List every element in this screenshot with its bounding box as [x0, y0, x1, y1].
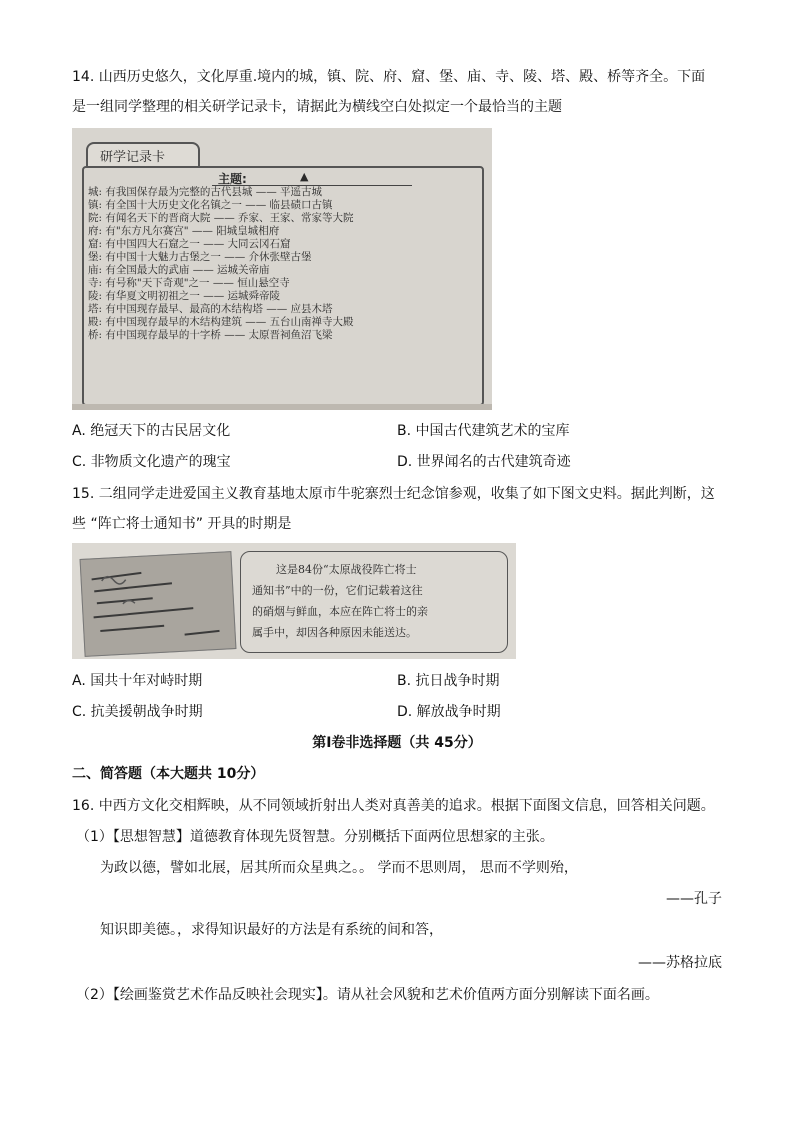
card-row: 院: 有闻名天下的晋商大院 —— 乔家、王家、常家等大院	[88, 212, 354, 224]
card-row: 桥: 有中国现存最早的十字桥 —— 太原晋祠鱼沼飞梁	[88, 329, 333, 341]
q14-stem-line2: 是一组同学整理的相关研学记录卡，请据此为横线空白处拟定一个最恰当的主题	[72, 99, 562, 115]
card-header-text: 研学记录卡	[100, 150, 166, 165]
card-row: 府: 有"东方凡尔赛宫" —— 阳城皇城相府	[88, 225, 280, 237]
handwriting-scribble-icon	[81, 552, 236, 656]
socrates-attribution: ——苏格拉底	[638, 955, 722, 971]
card-row: 庙: 有全国最大的武庙 —— 运城关帝庙	[88, 264, 270, 276]
q14-stem-line1: 14. 山西历史悠久，文化厚重.境内的城，镇、院、府、窟、堡、庙、寺、陵、塔、殿、桥等齐全。下面	[72, 69, 706, 85]
card-topic-label: 主题:	[218, 172, 247, 186]
q14-option-b: B. 中国古代建筑艺术的宝库	[397, 423, 570, 439]
notice-text-line: 通知书”中的一份，它们记载着这往	[252, 584, 423, 597]
card-row: 寺: 有号称"天下奇观"之一 —— 恒山悬空寺	[88, 277, 290, 289]
notice-document-image	[80, 551, 237, 657]
card-rows	[88, 186, 354, 342]
card-row: 堡: 有中国十大魅力古堡之一 —— 介休张壁古堡	[88, 251, 312, 263]
q16-sub1: （1）【思想智慧】道德教育体现先贤智慧。分别概括下面两位思想家的主张。	[76, 829, 554, 845]
card-row: 城: 有我国保存最为完整的古代县城 —— 平遥古城	[88, 186, 323, 198]
q14-option-d: D. 世界闻名的古代建筑奇迹	[397, 454, 571, 470]
q15-stem-line1: 15. 二组同学走进爱国主义教育基地太原市牛驼寨烈士纪念馆参观，收集了如下图文史料。据此判断，这	[72, 486, 715, 502]
photo-bottom-edge	[72, 404, 492, 410]
notice-photo	[72, 543, 516, 659]
card-row: 殿: 有中国现存最早的木结构建筑 —— 五台山南禅寺大殿	[88, 316, 354, 328]
card-row: 塔: 有中国现存最早、最高的木结构塔 —— 应县木塔	[88, 303, 333, 315]
card-topic-marker: ▲	[300, 170, 309, 183]
confucius-attribution: ——孔子	[666, 891, 722, 907]
notice-text-line: 的硝烟与鲜血，本应在阵亡将士的亲	[252, 605, 428, 618]
notice-text-line: 属手中，却因各种原因未能送达。	[252, 626, 417, 639]
q16-sub2: （2）【绘画鉴赏艺术作品反映社会现实】。请从社会风貌和艺术价值两方面分别解读下面名画。	[76, 987, 659, 1003]
notice-text-line: 这是84份“太原战役阵亡将士	[276, 563, 417, 576]
section-title: 第Ⅰ卷非选择题（共 45分）	[312, 735, 482, 751]
socrates-quote: 知识即美德。，求得知识最好的方法是有系统的间和答，	[100, 922, 443, 938]
card-row: 陵: 有华夏文明初祖之一 —— 运城舜帝陵	[88, 290, 281, 302]
notice-text	[252, 559, 428, 643]
q15-option-c: C. 抗美援朝战争时期	[72, 704, 203, 720]
confucius-quote: 为政以德，譬如北展，居其所而众星典之。。 学而不思则周， 思而不学则殆，	[100, 860, 578, 876]
q14-option-a: A. 绝冠天下的古民居文化	[72, 423, 231, 439]
q15-option-b: B. 抗日战争时期	[397, 673, 500, 689]
card-row: 窟: 有中国四大石窟之一 —— 大同云冈石窟	[88, 238, 291, 250]
q16-intro: 16. 中西方文化交相辉映，从不同领域折射出人类对真善美的追求。根据下面图文信息，回答相关问题。	[72, 798, 715, 814]
card-row: 镇: 有全国十大历史文化名镇之一 —— 临县碛口古镇	[88, 199, 333, 211]
q15-option-a: A. 国共十年对峙时期	[72, 673, 203, 689]
q14-option-c: C. 非物质文化遗产的瑰宝	[72, 454, 231, 470]
q15-option-d: D. 解放战争时期	[397, 704, 501, 720]
part2-title: 二、简答题（本大题共 10分）	[72, 766, 265, 782]
q15-stem-line2: 些 “阵亡将士通知书” 开具的时期是	[72, 516, 292, 532]
research-card-photo	[72, 128, 492, 410]
